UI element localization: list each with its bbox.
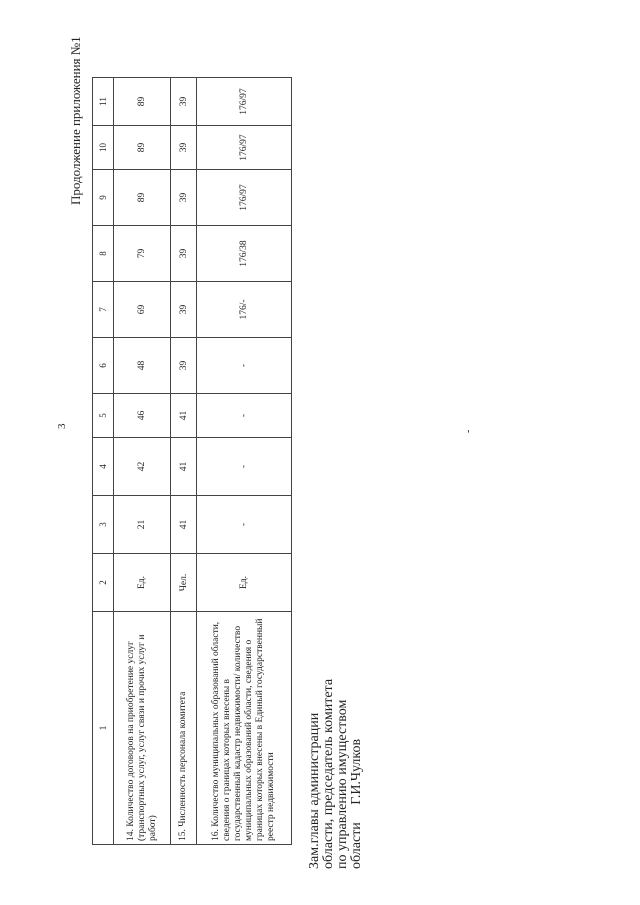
indicator-name: 15. Численность персонала комитета	[171, 612, 197, 845]
value-cell: 42	[114, 438, 171, 496]
unit-cell: Ед.	[114, 554, 171, 612]
table-row	[114, 78, 171, 845]
value-cell: -	[197, 394, 292, 438]
unit-cell: Чел.	[171, 554, 197, 612]
value-cell: 39	[171, 126, 197, 170]
column-header: 11	[93, 78, 114, 126]
stray-mark: -	[463, 429, 474, 433]
value-cell: 39	[171, 78, 197, 126]
value-cell: 41	[171, 438, 197, 496]
indicator-table	[92, 77, 292, 845]
column-header: 6	[93, 338, 114, 394]
value-cell: 79	[114, 226, 171, 282]
signature-line: области, председатель комитета	[321, 678, 336, 869]
table-row	[197, 78, 292, 845]
value-cell: 89	[114, 126, 171, 170]
value-cell: -	[197, 438, 292, 496]
indicator-name: 16. Количество муниципальных образований области, сведения о границах которых внесены в государственный кадастр недвижимости/ количество муниципальных образований области, сведения о границах которых внесены в Единый государственный реестр недвижимости	[197, 612, 292, 845]
value-cell: 176/97	[197, 126, 292, 170]
value-cell: 41	[171, 394, 197, 438]
value-cell: 176/38	[197, 226, 292, 282]
value-cell: 176/-	[197, 282, 292, 338]
column-header: 7	[93, 282, 114, 338]
signature-line: по управлению имуществом	[335, 699, 350, 869]
value-cell: 39	[171, 282, 197, 338]
value-cell: 39	[171, 226, 197, 282]
value-cell: 89	[114, 170, 171, 226]
table-row	[171, 78, 197, 845]
value-cell: 39	[171, 338, 197, 394]
value-cell: 48	[114, 338, 171, 394]
value-cell: 41	[171, 496, 197, 554]
value-cell: 39	[171, 170, 197, 226]
signature-line	[350, 679, 364, 869]
value-cell: 69	[114, 282, 171, 338]
unit-cell: Ед.	[197, 554, 292, 612]
column-header: 8	[93, 226, 114, 282]
page-number: 3	[56, 423, 68, 429]
indicator-name: 14. Количество договоров на приобретение услуг (транспортных услуг, услуг связи и прочих услуг и работ)	[114, 612, 171, 845]
continuation-title: Продолжение приложения №1	[68, 36, 83, 205]
value-cell: -	[197, 338, 292, 394]
signature-line-region: области	[349, 822, 364, 869]
column-header: 1	[93, 612, 114, 845]
value-cell: 176/97	[197, 170, 292, 226]
value-cell: 21	[114, 496, 171, 554]
column-header: 9	[93, 170, 114, 226]
column-header: 2	[93, 554, 114, 612]
value-cell: 89	[114, 78, 171, 126]
column-header: 4	[93, 438, 114, 496]
column-header: 10	[93, 126, 114, 170]
signature-line: Зам.главы администрации	[307, 712, 322, 869]
value-cell: -	[197, 496, 292, 554]
table-header-row	[93, 78, 114, 845]
signature-block	[308, 679, 364, 869]
column-header: 5	[93, 394, 114, 438]
value-cell: 46	[114, 394, 171, 438]
column-header: 3	[93, 496, 114, 554]
signatory-name: Г.И.Чулков	[349, 738, 364, 805]
value-cell: 176/97	[197, 78, 292, 126]
